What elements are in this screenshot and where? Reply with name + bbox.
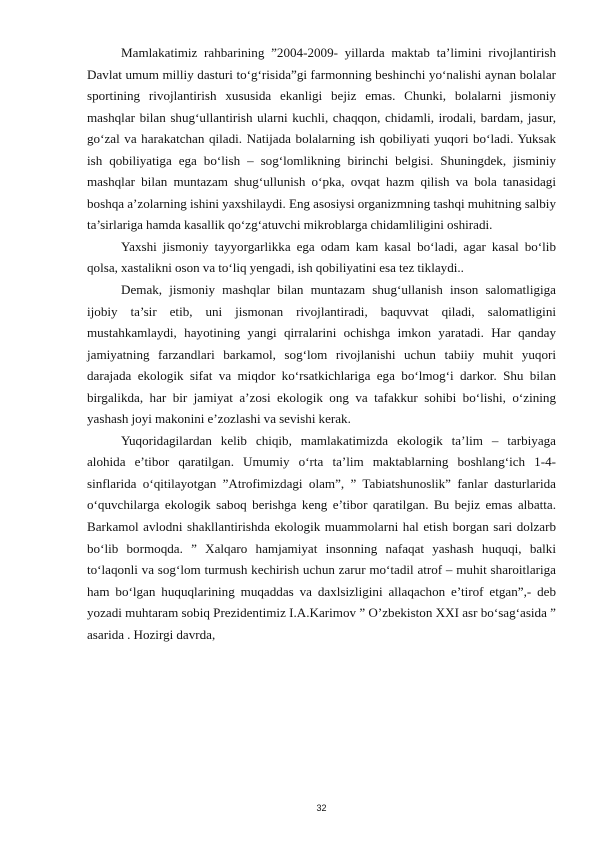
paragraph-4: Yuqoridagilardan kelib chiqib, mamlakatimizda ekologik ta’lim – tarbiyaga alohida e’tibor qaratilgan. Umumiy o‘rta ta’lim maktablarning boshlang‘ich 1-4- sinflarida o‘qitilayotgan ”Atrofimizdagi olam”, ” Tabiatshunoslik” fanlar dasturlarida o‘quvchilarga ekologik saboq berishga keng e’tibor qaratilgan. Bu bejiz emas albatta. Barkamol avlodni shakllantirishda ekologik muammolarni hal etish borgan sari dolzarb bo‘lib bormoqda. ” Xalqaro hamjamiyat insonning nafaqat yashash huquqi, balki to‘laqonli va sog‘lom turmush kechirish uchun zarur mo‘tadil atrof – muhit sharoitlariga ham bo‘lgan huquqlarining muqaddas va daxlsizligini allaqachon e’tirof etgan”,- deb yozadi muhtaram sobiq Prezidentimiz I.A.Karimov ” O’zbekiston XXI asr bo‘sag‘asida ” asarida . Hozirgi davrda, [87,432,556,642]
paragraph-1: Mamlakatimiz rahbarining ”2004-2009- yillarda maktab ta’limini rivojlantirish Davlat umum milliy dasturi to‘g‘risida”gi farmonning beshinchi yo‘nalishi aynan bolalar sportining rivojlantirish xususida ekanligi bejiz emas. Chunki, bolalarni jismoniy mashqlar bilan shug‘ullantirish ularni kuchli, chaqqon, chidamli, irodali, bardam, jasur, go‘zal va harakatchan qiladi. Natijada bolalarning ish qobiliyati yuqori bo‘ladi. Yuksak ish qobiliyatiga ega bo‘lish – sog‘lomlikning birinchi belgisi. Shuningdek, jisminiy mashqlar bilan muntazam shug‘ullunish o‘pka, ovqat hazm qilish va bola tanasidagi boshqa a’zolarning ishini yaxshilaydi. Eng asosiysi organizmning tashqi muhitning salbiy ta’sirlariga hamda kasallik qo‘zg‘atuvchi mikroblarga chidamliligini oshiradi. [87,45,556,233]
paragraph-3: Demak, jismoniy mashqlar bilan muntazam shug‘ullanish inson salomatligiga ijobiy ta’sir etib, uni jismonan rivojlantiradi, baquvvat qiladi, salomatligini mustahkamlaydi, hayotining yangi qirralarini ochishga imkon yaratadi. Har qanday jamiyatning farzandlari barkamol, sog‘lom rivojlanishi uchun tabiiy muhit yuqori darajada ekologik sifat va miqdor ko‘rsatkichlariga ega bo‘lmog‘i darkor. Shu bilan birgalikda, har bir jamiyat a’zosi ekologik ong va tafakkur sohibi bo‘lishi, o‘zining yashash joyi makonini e’zozlashi va sevishi kerak. [87,282,556,427]
page-number: 32 [316,803,327,813]
body-text [87,42,556,645]
paragraph-2: Yaxshi jismoniy tayyorgarlikka ega odam kam kasal bo‘ladi, agar kasal bo‘lib qolsa, xastalikni oson va to‘liq yengadi, ish qobiliyatini esa tez tiklaydi.. [87,238,556,276]
